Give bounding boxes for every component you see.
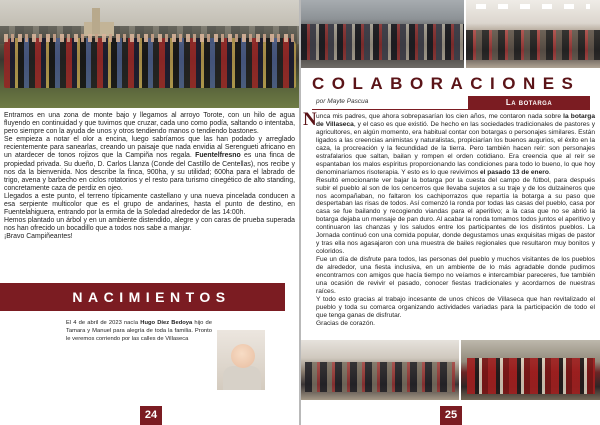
date-bold: el pasado 13 de enero bbox=[479, 168, 549, 176]
drop-cap: N bbox=[303, 109, 317, 130]
page-number: 24 bbox=[140, 406, 162, 425]
article-paragraph: Gracias de corazón. bbox=[316, 319, 376, 327]
section-title: COLABORACIONES bbox=[312, 74, 581, 93]
photo-baby-body bbox=[223, 366, 261, 390]
article-paragraph: Resultó emocionante ver bajar la botarga por la cuesta del campo de fútbol, para después subir el pueblo al son de los cencerros que llevaba sujetos a su traje y de los dulzaineros que nos acompañaban, no faltaron los cachiporrazos que repartía la botarga a su paso que despertaban las risas de todos. Así comenzó la ronda por todas las casas del pueblo, casa por casa se fue bailando y recogiendo viandas para el aperitivo; a la casa que no se abrió la botarga dejaba un mensaje de pan duro. Al acabar la ronda tomamos todos juntos el aperitivo y continuaron las chanzas y los saludos entre los participantes de los distintos pueblos. La Jornada continuó con una comida popular, donde degustamos unas exquisitas migas de pastor y tras ella nos agasajaron con una muestra de bailes regionales que resultaron muy bonitos y coloridos. bbox=[316, 176, 595, 256]
article-paragraph: Entramos en una zona de monte bajo y llegamos al arroyo Torote, con un hilo de agua fluyendo en continuidad y que tuvimos que cruzar, cada uno como podía, saltando o intentaba, pero siempre con la ayuda de unos y otros tendiendo manos o tendiendo bastones. bbox=[4, 112, 295, 136]
photo-indoor-celebration bbox=[301, 340, 459, 400]
photo-crowd bbox=[301, 24, 464, 60]
photo-hall-gathering bbox=[466, 0, 600, 68]
births-title: NACIMIENTOS bbox=[72, 289, 231, 305]
article-paragraph bbox=[4, 136, 295, 193]
photo-ceiling-lights bbox=[476, 4, 590, 9]
article-tag: La botarga bbox=[468, 96, 590, 110]
baby-name-bold: Hugo Díez Bedoya bbox=[140, 320, 193, 326]
article-paragraph: Llegados a este punto, el terreno típicamente castellano y una nueva pincelada conducen a esa serpiente multicolor que es el grupo de andarines, hasta el punto de destino, en Fuentelahiguera, entrando por la ermita de la Soledad alrededor de las 14:00h. bbox=[4, 192, 295, 217]
photo-costumed-group bbox=[461, 340, 600, 400]
hike-article bbox=[4, 112, 295, 242]
article-paragraph bbox=[316, 113, 595, 177]
article-paragraph: Y todo esto gracias al trabajo incesante de unos chicos de Villaseca que han revitalizado el pueblo y toda su comarca organizando actividades variadas para la participación de todo el que tenga ganas de disfrutar. bbox=[316, 295, 595, 319]
place-name-bold: Fuentelfresno bbox=[195, 152, 241, 160]
page-right bbox=[301, 0, 600, 425]
author-byline: por Mayte Pascua bbox=[316, 98, 369, 105]
photo-crowd bbox=[466, 30, 600, 60]
births-banner bbox=[0, 283, 285, 311]
photo-crowd bbox=[467, 358, 595, 394]
article-paragraph: Hemos plantado un árbol y en un ambiente distendido, alegre y con caras de prueba superada nos han ofrecido un bocadillo que a todos nos sabe a manjar. bbox=[4, 217, 295, 233]
article-paragraph: Fue un día de disfrute para todos, las personas del pueblo y muchos visitantes de los pueblos de alrededor, una fiesta inclusiva, en un ambiente de lo más agradable donde pudimos encontrarnos con amigos que hacía tiempo no veíamos e intercambiar pareceres, fue también una ocasión de revivir el pasado, conocer fiestas tradicionales y acordarnos de nuestras raíces. bbox=[316, 256, 595, 295]
title-rule bbox=[312, 109, 468, 110]
photo-crowd bbox=[305, 362, 455, 392]
text-run: hijo de Tamara y Manuel para alegría de toda la familia. Pronto le veremos corriendo por las calles de Villaseca bbox=[66, 320, 212, 342]
highlight-bold: la botarga de Villaseca bbox=[316, 113, 595, 128]
article-paragraph: ¡Bravo Campiñeantes! bbox=[4, 233, 73, 241]
photo-street-crowd bbox=[301, 0, 464, 68]
text-run: unca mis padres, que ahora sobrepasarían los cien años, me contaron nada sobre bbox=[316, 113, 564, 120]
text-run: , y el caso es que existió. De hecho en las sociedades tradicionales de pastores y agricultores, en algún momento, era habitual contar con botargas o personajes similares. Están ligados a las creencias animistas y naturalistas, propiciarían los buenos augurios, el éxito en la caza, la procreación y la fecundidad de la tierra. Pero también hacen reír: son personajes estrafalarios que saltan, bailan y rompen el orden cotidiano. Era creencia que al reír se espantaban los malos espíritus proporcionando las condiciones para todo lo bueno, lo que hoy denominaríamos risoterapia. Y esto es lo que revivimos bbox=[316, 120, 595, 176]
photo-heads bbox=[4, 34, 296, 42]
botarga-article bbox=[316, 113, 595, 328]
page-left bbox=[0, 0, 299, 425]
photo-church-tower bbox=[92, 8, 100, 34]
photo-baby bbox=[217, 330, 265, 390]
page-number: 25 bbox=[440, 406, 462, 425]
photo-crowd bbox=[4, 38, 296, 88]
birth-announcement bbox=[66, 319, 212, 343]
text-run: Se empieza a notar el olor a encina, luego sabríamos que las han podado y arreglado recientemente para sanearlas, creando un paisaje que nada envidia al Serengueti africano en un atardecer de tonos rojizos que la Campiña nos regala. bbox=[4, 136, 295, 160]
text-run: . bbox=[548, 168, 551, 176]
text-run: El 4 de abril de 2023 nacía bbox=[66, 320, 141, 326]
photo-baby-face bbox=[231, 344, 255, 368]
text-run: es una finca de propiedad privada. Su dueño, D. Carlos Llanza (Conde del Castillo de Centellas), nos recibe y nos da la bienvenida. Nos describe la finca, 900ha, y su utilidad; 600ha para el labrado de trigo, avena y barbecho en ciclos rotatorios y el resto para turismo cinegético de alto standing, concretamente caza de perdiz en ojeo. bbox=[4, 152, 295, 192]
photo-hiking-group bbox=[0, 0, 299, 108]
